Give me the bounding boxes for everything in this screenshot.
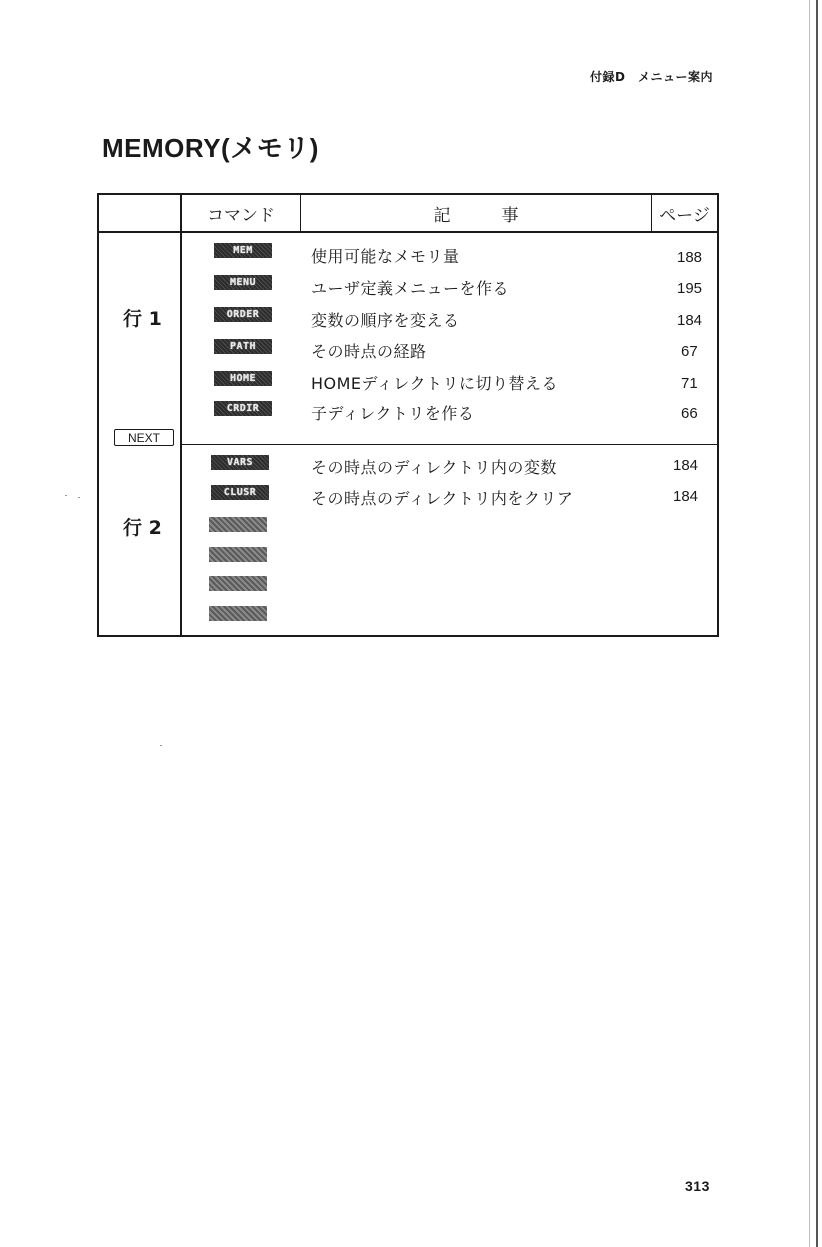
- entry-page: 184: [677, 312, 703, 329]
- entry-page: 66: [681, 405, 698, 422]
- softkey-clusr[interactable]: CLUSR: [211, 485, 269, 500]
- softkey-blank[interactable]: [209, 547, 267, 562]
- entry-description: その時点のディレクトリ内の変数: [311, 458, 557, 477]
- entry-description: 使用可能なメモリ量: [311, 247, 460, 266]
- header-page: ページ: [659, 205, 710, 226]
- softkey-blank[interactable]: [209, 517, 267, 532]
- row-2-label: 行 2: [123, 517, 162, 539]
- scan-speck: [78, 497, 80, 498]
- header-command: コマンド: [207, 205, 275, 226]
- scan-speck: [65, 495, 67, 496]
- memory-menu-table: [97, 193, 719, 637]
- entry-page: 184: [673, 457, 699, 474]
- softkey-mem[interactable]: MEM: [214, 243, 272, 258]
- entry-page: 71: [681, 375, 698, 392]
- page-number: 313: [685, 1178, 710, 1194]
- table-divider-label: [180, 195, 182, 635]
- softkey-blank[interactable]: [209, 606, 267, 621]
- table-row-rule: [180, 444, 717, 445]
- entry-page: 67: [681, 343, 698, 360]
- entry-page: 184: [673, 488, 699, 505]
- softkey-blank[interactable]: [209, 576, 267, 591]
- softkey-path[interactable]: PATH: [214, 339, 272, 354]
- softkey-home[interactable]: HOME: [214, 371, 272, 386]
- entry-page: 188: [677, 249, 703, 266]
- softkey-menu[interactable]: MENU: [214, 275, 272, 290]
- softkey-crdir[interactable]: CRDIR: [214, 401, 272, 416]
- entry-description: その時点の経路: [311, 342, 427, 361]
- entry-description: 子ディレクトリを作る: [311, 404, 475, 423]
- row-1-label: 行 1: [123, 308, 162, 330]
- table-header-rule: [99, 231, 717, 233]
- entry-description: ユーザ定義メニューを作る: [311, 279, 510, 298]
- entry-description: HOMEディレクトリに切り替える: [311, 374, 558, 393]
- entry-page: 195: [677, 280, 703, 297]
- scan-speck: [160, 745, 162, 746]
- entry-description: その時点のディレクトリ内をクリア: [311, 489, 574, 508]
- header-article: 記 事: [433, 205, 519, 226]
- running-header: 付録D メニュー案内: [590, 70, 713, 84]
- page-edge-shadow: [809, 0, 810, 1247]
- softkey-vars[interactable]: VARS: [211, 455, 269, 470]
- page-edge: [816, 0, 818, 1247]
- softkey-order[interactable]: ORDER: [214, 307, 272, 322]
- next-key[interactable]: NEXT: [114, 429, 174, 446]
- page-title: MEMORY(メモリ): [102, 133, 319, 163]
- entry-description: 変数の順序を変える: [311, 311, 460, 330]
